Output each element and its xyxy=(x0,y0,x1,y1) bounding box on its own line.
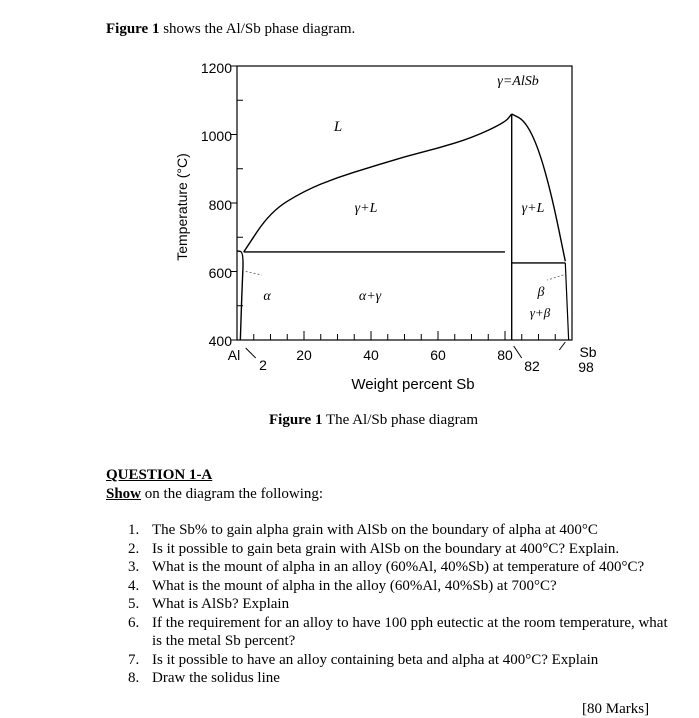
question-number: 3. xyxy=(128,559,140,575)
y-axis-label: Temperature (°C) xyxy=(174,153,190,261)
question-number: 8. xyxy=(128,670,140,686)
x-axis-label: Weight percent Sb xyxy=(351,376,475,393)
y-tick-label: 800 xyxy=(208,197,232,213)
question-text: What is AlSb? Explain xyxy=(152,596,290,612)
figure-ref: Figure 1 xyxy=(106,21,160,37)
question-item xyxy=(128,595,668,614)
question-number: 6. xyxy=(128,614,140,631)
caption-text: The Al/Sb phase diagram xyxy=(322,412,478,428)
x-tick-label: 60 xyxy=(430,347,446,363)
question-item xyxy=(128,577,668,596)
question-item xyxy=(128,669,668,688)
x-tick-label: 80 xyxy=(497,347,513,363)
x-limit-label-alpha: 2 xyxy=(259,357,267,373)
phase-label-alpha-gamma: α+γ xyxy=(358,289,382,304)
alpha-label-leader xyxy=(246,272,262,275)
question-text: The Sb% to gain alpha grain with AlSb on the boundary of alpha at 400°C xyxy=(152,522,598,538)
liquidus-sb-side xyxy=(512,114,566,261)
x-end-label-al: Al xyxy=(227,347,241,363)
question-instruction xyxy=(106,486,323,503)
question-item xyxy=(128,521,668,540)
x-limit-label-alalsb: 82 xyxy=(524,358,540,374)
question-text: Is it possible to gain beta grain with AlSb on the boundary at 400°C? Explain. xyxy=(152,540,620,557)
question-text: What is the mount of alpha in an alloy (60%Al, 40%Sb) at temperature of 400°C? xyxy=(152,559,645,575)
question-title: QUESTION 1-A xyxy=(106,467,213,483)
x-end-label-sb: Sb xyxy=(579,344,597,360)
question-text: Draw the solidus line xyxy=(152,670,280,686)
marks-label: [80 Marks] xyxy=(582,701,650,717)
alpha-limit-leader xyxy=(246,348,256,358)
y-tick-label: 600 xyxy=(208,265,232,281)
intro-text: shows the Al/Sb phase diagram. xyxy=(159,21,356,37)
x-limit-label-sb: 98 xyxy=(578,359,594,375)
instruction-emphasis: Show xyxy=(106,486,142,502)
question-list xyxy=(128,521,668,688)
phase-label-beta: β xyxy=(537,285,545,300)
beta-solvus xyxy=(565,263,568,340)
x-tick-label: 20 xyxy=(296,347,312,363)
question-number: 1. xyxy=(128,522,140,538)
figure-caption xyxy=(269,412,478,429)
question-item xyxy=(128,614,668,651)
compound-limit-leader xyxy=(514,346,522,358)
phase-label-gamma-liquid: γ+L xyxy=(354,201,378,216)
sb-limit-leader xyxy=(559,342,565,350)
question-number: 5. xyxy=(128,596,140,612)
question-text: Is it possible to have an alloy containing beta and alpha at 400°C? Explain xyxy=(152,651,599,668)
question-number: 7. xyxy=(128,651,140,668)
phase-label-liquid: L xyxy=(333,119,343,135)
y-tick-label: 1200 xyxy=(200,60,232,76)
y-tick-label: 400 xyxy=(208,333,232,349)
y-tick-label: 1000 xyxy=(200,128,232,144)
question-number: 2. xyxy=(128,540,140,557)
question-item xyxy=(128,651,668,670)
phase-label-gamma-liquid: γ+L xyxy=(521,201,545,216)
liquidus-al-side xyxy=(244,114,512,252)
question-item xyxy=(128,540,668,559)
question-text: If the requirement for an alloy to have 100 pph eutectic at the room temperature, what is the metal Sb percent? xyxy=(152,614,668,649)
phase-label-alsb: γ=AlSb xyxy=(497,74,539,89)
alpha-solvus xyxy=(237,251,243,340)
caption-figure-ref: Figure 1 xyxy=(269,412,323,428)
instruction-text: on the diagram the following: xyxy=(141,486,324,502)
question-item xyxy=(128,558,668,577)
beta-label-leader xyxy=(547,275,563,280)
question-text: What is the mount of alpha in the alloy (60%Al, 40%Sb) at 700°C? xyxy=(152,577,557,594)
question-number: 4. xyxy=(128,577,140,594)
phase-boundaries xyxy=(237,114,569,340)
x-tick-label: 40 xyxy=(363,347,379,363)
phase-label-alpha: α xyxy=(263,289,271,304)
phase-label-gamma-beta: γ+β xyxy=(529,305,551,320)
